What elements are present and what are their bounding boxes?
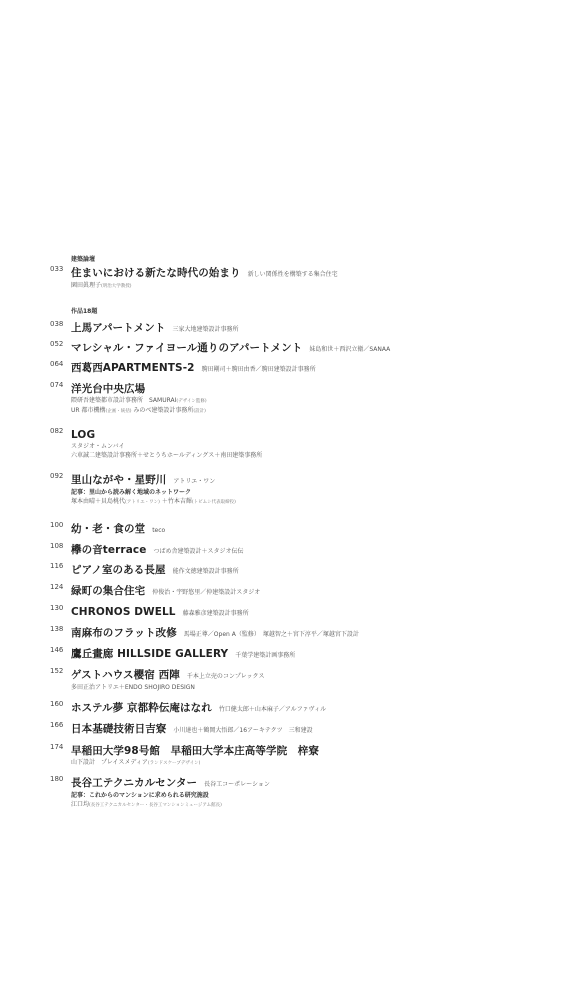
page-number: 033 [50, 265, 64, 273]
entry-credit: アトリエ・ワン [173, 478, 216, 485]
entry-body [71, 699, 541, 716]
page-number: 064 [50, 360, 64, 368]
page-number: 092 [50, 472, 64, 480]
author-name: みのべ建築設計事務所 [133, 407, 194, 414]
entry-author [71, 800, 541, 810]
entry-title: 長谷工テクニカルセンター [71, 777, 198, 789]
entry-article [71, 791, 541, 800]
author-name: 多田正治アトリエ＋ENDO SHOJIRO DESIGN [71, 684, 195, 691]
author-name: 園田眞理子 [71, 282, 102, 289]
author-role: (企画・統括) [105, 409, 132, 414]
entry-body [71, 561, 541, 578]
author-name: 江口均 [71, 801, 90, 808]
entry-title: 早稲田大学98号館 早稲田大学本庄高等学院 梓寮 [71, 745, 320, 757]
entry-credit: 長谷工コーポレーション [204, 781, 270, 788]
entry-credit: 新しい関係性を構築する集合住宅 [247, 271, 338, 278]
entry-body [71, 520, 541, 537]
entry-title: 緑町の集合住宅 [71, 585, 146, 597]
entry-title: 南麻布のフラット改修 [71, 627, 177, 639]
entry-body [71, 541, 541, 558]
entry-credit: 三家大地建築設計事務所 [172, 326, 239, 333]
entry-credit: 千葉学建築計画事務所 [235, 652, 296, 659]
entry-credit: つばめ舎建築設計＋スタジオ伝伝 [153, 548, 244, 555]
entry-body [71, 645, 541, 662]
entry-credit: 藤森雅彦建築設計事務所 [182, 610, 249, 617]
entry-body [71, 720, 541, 737]
entry-title: CHRONOS DWELL [71, 606, 176, 618]
entry-title: ゲストハウス櫻宿 西陣 [71, 669, 180, 681]
entry-author [71, 451, 541, 460]
page-number: 152 [50, 667, 64, 675]
entry-body [71, 666, 541, 692]
entry-body [71, 471, 541, 507]
author-name: 六車誠二建築設計事務所＋せとうちホールディングス＋南田建築事務所 [71, 452, 263, 459]
page-number: 160 [50, 700, 64, 708]
entry-title: ホステル夢 京都粋伝庵はなれ [71, 702, 212, 714]
entry-body [71, 426, 541, 460]
page-number: 052 [50, 340, 64, 348]
page-number: 038 [50, 320, 64, 328]
author-role: (デザイン監修) [176, 399, 207, 404]
entry-body [71, 264, 541, 291]
entry-title: ピアノ室のある長屋 [71, 564, 166, 576]
entry-body [71, 319, 541, 336]
entry-title: 幼・老・食の堂 [71, 523, 146, 535]
entry-author [71, 281, 541, 291]
entry-credit: teco [152, 527, 166, 534]
page-number: 138 [50, 625, 64, 633]
author-role: (アトリエ・ワン) [125, 500, 160, 505]
page-number: 108 [50, 542, 64, 550]
entry-title: 西葛西APARTMENTS-2 [71, 362, 195, 374]
entry-credit: 千本上立売のコンプレックス [186, 673, 265, 680]
entry-title: 住まいにおける新たな時代の始まり [71, 267, 241, 279]
author-role: (トビムシ代表取締役) [191, 500, 236, 505]
entry-title: 日本基礎技術日吉寮 [71, 723, 167, 735]
entry-article [71, 488, 541, 497]
entry-title: 欅の音terrace [71, 544, 147, 556]
section-label-essay: 建築論壇 [71, 256, 96, 263]
author-name: 山下設計 プレイスメディア [71, 759, 148, 766]
entry-author [71, 396, 541, 406]
author-name: UR 都市機構 [71, 407, 106, 414]
page-number: 130 [50, 604, 64, 612]
entry-body [71, 624, 541, 641]
author-name: ＋竹本吉輝 [161, 498, 192, 505]
entry-author [71, 497, 541, 507]
entry-credit: 妹島和世＋西沢立衛／SANAA [309, 346, 391, 353]
page-number: 124 [50, 583, 64, 591]
author-name: 隈研吾建築都市設計事務所 SAMURAI [71, 397, 177, 404]
page-number: 082 [50, 427, 64, 435]
entry-body [71, 774, 541, 810]
entry-body [71, 359, 541, 376]
page-number: 116 [50, 562, 64, 570]
entry-credit: 能作文徳建築設計事務所 [172, 568, 239, 575]
entry-body [71, 742, 541, 768]
entry-credit: 仲俊治・宇野悠里／仲建築設計スタジオ [152, 589, 261, 596]
entry-body [71, 380, 541, 416]
entry-title: 上馬アパートメント [71, 322, 166, 334]
entry-body [71, 603, 541, 620]
author-name: 記事：これからのマンションに求められる研究施設 [71, 792, 209, 799]
entry-title: マレシャル・ファイヨール通りのアパートメント [71, 342, 303, 354]
entry-author [71, 442, 541, 451]
entry-body [71, 582, 541, 599]
entry-body [71, 339, 541, 356]
page-number: 100 [50, 521, 64, 529]
author-name: 塚本由晴＋貝島桃代 [71, 498, 126, 505]
entry-credit: 馬場正尊／Open A（監修） 塚越智之＋宮下淳平／塚越宮下設計 [183, 631, 359, 638]
entry-author [71, 758, 541, 768]
entry-author [71, 406, 541, 416]
entry-title: 鷹丘畫廊 HILLSIDE GALLERY [71, 648, 229, 660]
entry-credit: 小川達也＋鶴岡大悟郎／16アーキテクツ 三和建設 [173, 727, 313, 734]
author-role: (明治大学教授) [101, 284, 132, 289]
entry-author [71, 683, 541, 692]
page-number: 174 [50, 743, 64, 751]
page-number: 074 [50, 381, 64, 389]
page-number: 146 [50, 646, 64, 654]
page-number: 166 [50, 721, 64, 729]
author-role: (設計) [193, 409, 206, 414]
entry-credit: 駒田剛司＋駒田由香／駒田建築設計事務所 [201, 366, 316, 373]
entry-title: 洋光台中央広場 [71, 383, 146, 395]
author-role: (ランドスケープデザイン) [147, 761, 201, 766]
author-role: (長谷工テクニカルセンター・長谷工マンションミュージアム館長) [89, 803, 222, 808]
entry-title: 里山ながや・星野川 [71, 474, 167, 486]
page-number: 180 [50, 775, 64, 783]
author-name: 記事：里山から読み解く地域のネットワーク [71, 489, 192, 496]
entry-title: LOG [71, 429, 96, 441]
author-name: スタジオ・ムンバイ [71, 443, 125, 450]
entry-credit: 竹口健太郎＋山本麻子／アルファヴィル [218, 706, 327, 713]
section-label-works: 作品18題 [71, 308, 98, 315]
